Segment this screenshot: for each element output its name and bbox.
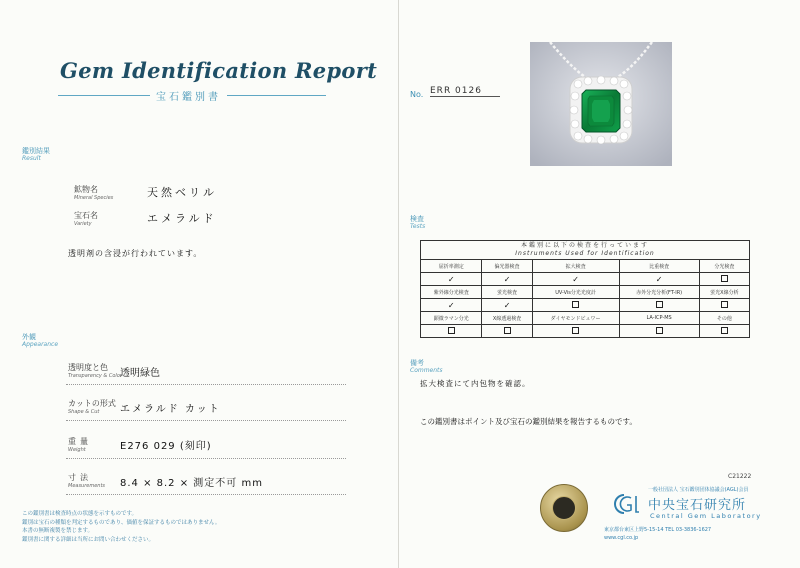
check-icon: ✓ — [655, 274, 663, 284]
report-title: Gem Identification Report — [60, 58, 378, 83]
measurements-label: 寸法 — [68, 473, 92, 482]
test-label: 赤外分光分析(FT-IR) — [619, 286, 699, 299]
report-number-label: No. — [410, 90, 424, 99]
comment-line: 拡大検査にて内包物を確認。 — [420, 379, 531, 388]
divider — [66, 384, 346, 385]
tests-section-title: 検査 — [410, 215, 424, 223]
test-label: 蛍光検査 — [482, 286, 532, 299]
test-label: X線透過検査 — [482, 312, 532, 325]
variety-label: 宝石名 — [74, 211, 98, 220]
species-value: 天然ベリル — [147, 186, 217, 199]
test-label: 偏光器検査 — [482, 260, 532, 273]
test-label: 屈折率測定 — [421, 260, 482, 273]
check-icon: ✓ — [447, 274, 455, 284]
measurements-label-en: Measurements — [68, 483, 106, 489]
gold-seal — [540, 484, 588, 532]
check-icon: ✓ — [572, 274, 579, 284]
tests-section-subtitle: Tests — [410, 223, 426, 230]
variety-value: エメラルド — [147, 212, 217, 225]
issuer-name: 中央宝石研究所 — [648, 498, 747, 513]
weight-value: E276 029 (刻印) — [120, 441, 212, 452]
cut-value: エメラルド カット — [120, 404, 221, 415]
instruments-header-en: Instruments Used for Identification — [515, 250, 655, 257]
measurements-value: 8.4 × 8.2 × 測定不可 mm — [120, 478, 263, 489]
instruments-header-jp: 本鑑別に以下の検査を行っています — [520, 242, 649, 249]
cut-label-en: Shape & Cut — [68, 409, 100, 415]
test-checkmark — [482, 299, 532, 312]
emerald-pendant-image — [530, 42, 672, 166]
test-checkmark — [421, 299, 482, 312]
empty-box-icon — [572, 301, 579, 308]
test-label: 分光検査 — [699, 260, 749, 273]
test-checkbox — [532, 299, 619, 312]
empty-box-icon — [721, 275, 728, 282]
empty-box-icon — [448, 327, 455, 334]
test-checkmark — [619, 273, 699, 286]
empty-box-icon — [572, 327, 579, 334]
test-checkbox — [619, 325, 699, 338]
issuer-name-en: Central Gem Laboratory — [650, 512, 762, 520]
footnote: 鑑別は宝石の種類を判定するものであり、価値を保証するものではありません。 — [22, 519, 221, 526]
test-label: 顕微ラマン分光 — [421, 312, 482, 325]
check-icon: ✓ — [447, 300, 455, 310]
footnote: この鑑別書は検査時点の状態を示すものです。 — [22, 511, 138, 517]
empty-box-icon — [656, 327, 663, 334]
appearance-section-title: 外観 — [22, 333, 36, 341]
divider — [66, 420, 346, 421]
comments-section-subtitle: Comments — [410, 367, 443, 374]
gem-photo — [530, 42, 672, 166]
report-number: ERR 0126 — [430, 86, 500, 97]
empty-box-icon — [721, 327, 728, 334]
check-icon: ✓ — [503, 274, 511, 284]
cut-label: カットの形式 — [68, 399, 116, 408]
report-subtitle: 宝石鑑別書 — [150, 88, 227, 103]
cgl-logo-icon — [610, 492, 640, 516]
variety-label-en: Variety — [74, 221, 92, 227]
color-value: 透明緑色 — [120, 368, 160, 379]
issuer-website: www.cgl.co.jp — [604, 535, 639, 541]
empty-box-icon — [504, 327, 511, 334]
test-label: その他 — [699, 312, 749, 325]
appearance-section-subtitle: Appearance — [22, 341, 59, 348]
test-checkmark — [482, 273, 532, 286]
check-icon: ✓ — [503, 300, 511, 310]
test-label: 紫外線分光検査 — [421, 286, 482, 299]
comment-line: この鑑別書はポイント及び宝石の鑑別結果を報告するものです。 — [420, 417, 637, 426]
instruments-table — [420, 240, 750, 338]
test-checkbox — [619, 299, 699, 312]
result-section-title: 鑑別結果 — [22, 147, 50, 155]
seal-emblem-icon — [552, 496, 576, 520]
test-checkmark — [421, 273, 482, 286]
result-section-subtitle: Result — [22, 155, 41, 162]
test-label: LA-ICP-MS — [619, 312, 699, 325]
document-code: C21222 — [728, 473, 752, 480]
test-checkmark — [532, 273, 619, 286]
species-label: 鉱物名 — [74, 185, 98, 194]
test-label: 比重検査 — [619, 260, 699, 273]
divider — [66, 458, 346, 459]
test-label: ダイヤモンドビュワー — [532, 312, 619, 325]
test-checkbox — [482, 325, 532, 338]
empty-box-icon — [656, 301, 663, 308]
test-checkbox — [699, 299, 749, 312]
weight-label-en: Weight — [68, 447, 86, 453]
issuer-membership: 一般社団法人 宝石鑑別団体協議会(AGL)会員 — [648, 487, 749, 493]
comments-section-title: 備考 — [410, 359, 424, 367]
test-checkbox — [699, 325, 749, 338]
empty-box-icon — [721, 301, 728, 308]
footnotes — [22, 510, 352, 544]
test-checkbox — [699, 273, 749, 286]
test-checkbox — [532, 325, 619, 338]
test-label: 拡大検査 — [532, 260, 619, 273]
color-label-en: Transparency & Color — [68, 373, 122, 379]
treatment-note: 透明剤の含浸が行われています。 — [68, 249, 203, 258]
instruments-header — [421, 241, 750, 260]
issuer-address: 東京都台東区上野5-15-14 TEL 03-3836-1627 — [604, 527, 712, 533]
footnote: 本書の無断複製を禁じます。 — [22, 528, 94, 534]
test-label: UV-Vis分光光度計 — [532, 286, 619, 299]
color-label: 透明度と色 — [68, 363, 108, 372]
test-checkbox — [421, 325, 482, 338]
species-label-en: Mineral Species — [74, 195, 114, 201]
footnote: 鑑別書に関する詳細は当所にお問い合わせください。 — [22, 536, 155, 543]
test-label: 蛍光X線分析 — [699, 286, 749, 299]
weight-label: 重量 — [68, 437, 92, 446]
divider — [66, 494, 346, 495]
